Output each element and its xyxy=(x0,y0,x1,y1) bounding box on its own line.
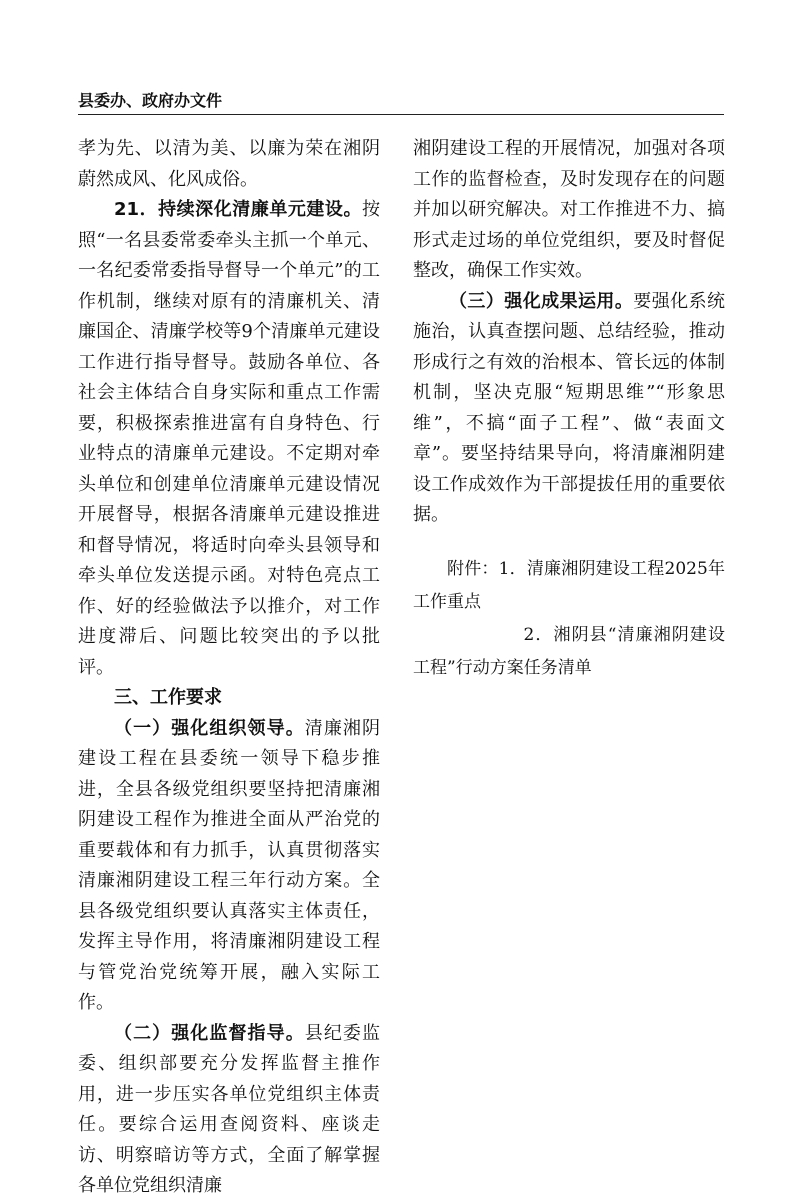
requirement-2-heading: （二）强化监督指导。 xyxy=(114,1022,305,1044)
attachment-2: 2．湘阴县“清廉湘阴建设工程”行动方案任务清单 xyxy=(413,624,725,678)
header-title: 县委办、政府办文件 xyxy=(78,91,223,110)
left-column xyxy=(78,134,380,1202)
requirement-2-body: 县纪委监委、组织部要充分发挥监督主推作用，进一步压实各单位党组织主体责任。要综合运用查阅资料、座谈走访、明察暗访等方式，全面了解掌握各单位党组织清廉 xyxy=(78,1022,381,1196)
item-21-heading: 21．持续深化清廉单元建设。 xyxy=(114,199,362,220)
paragraph-continuation: 孝为先、以清为美、以廉为荣在湘阴蔚然成风、化风成俗。 xyxy=(78,138,380,190)
requirement-3-heading: （三）强化成果运用。 xyxy=(449,290,634,312)
attachment-1: 附件：1．清廉湘阴建设工程2025年工作重点 xyxy=(413,558,725,612)
requirement-1-body: 清廉湘阴建设工程在县委统一领导下稳步推进，全县各级党组织要坚持把清廉湘阴建设工程作为推进全面从严治党的重要载体和有力抓手，认真贯彻落实清廉湘阴建设工程三年行动方案。全县各级党组织要认真落实主体责任，发挥主导作用，将清廉湘阴建设工程与管党治党统筹开展，融入实际工作。 xyxy=(78,717,381,1013)
paragraph-continuation-right: 湘阴建设工程的开展情况，加强对各项工作的监督检查，及时发现存在的问题并加以研究解决。对工作推进不力、搞形式走过场的单位党组织，要及时督促整改，确保工作实效。 xyxy=(413,138,725,281)
paragraph-requirement-3 xyxy=(413,287,725,531)
document-header xyxy=(78,88,724,115)
requirement-3-body: 要强化系统施治，认真查摆问题、总结经验，推动形成行之有效的治根本、管长远的体制机制，坚决克服“短期思维”“形象思维”，不搞“面子工程”、做“表面文章”。要坚持结果导向，将清廉湘阴建设工作成效作为干部提拔任用的重要依据。 xyxy=(413,290,726,525)
paragraph-requirement-1 xyxy=(78,714,380,1019)
requirement-1-heading: （一）强化组织领导。 xyxy=(114,717,305,739)
paragraph-requirement-2 xyxy=(78,1019,380,1202)
section-heading-requirements: 三、工作要求 xyxy=(114,687,222,708)
item-21-body: 按照“一名县委常委牵头主抓一个单元、一名纪委常委指导督导一个单元”的工作机制，继续对原有的清廉机关、清廉国企、清廉学校等9个清廉单元建设工作进行指导督导。鼓励各单位、各社会主体结合自身实际和重点工作需要，积极探索推进富有自身特色、行业特点的清廉单元建设。不定期对牵头单位和创建单位清廉单元建设情况开展督导，根据各清廉单元建设推进和督导情况，将适时向牵头县领导和牵头单位发送提示函。对特色亮点工作、好的经验做法予以推介，对工作进度滞后、问题比较突出的予以批评。 xyxy=(78,199,380,678)
right-column xyxy=(413,134,725,685)
paragraph-item-21 xyxy=(78,195,380,683)
